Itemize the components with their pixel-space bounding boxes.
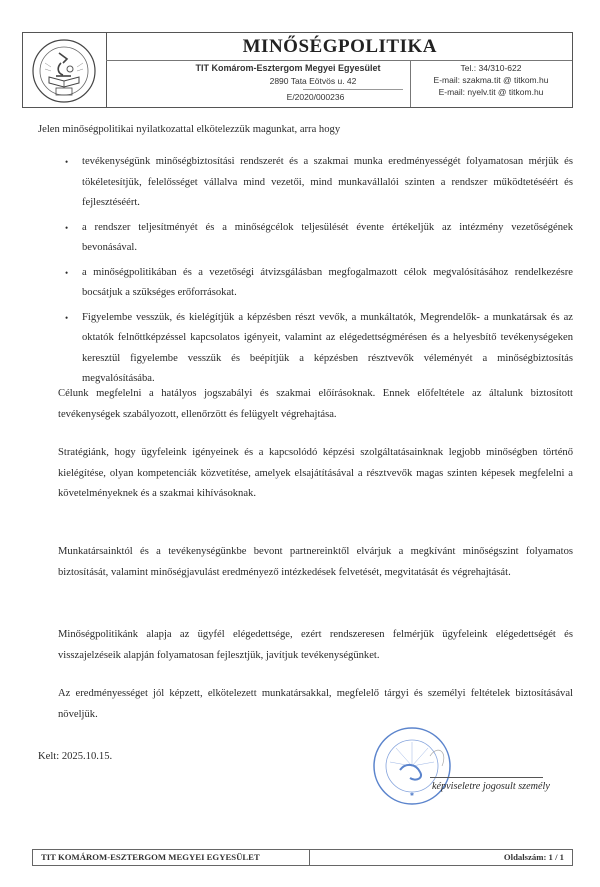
tit-seal-logo-icon bbox=[23, 33, 106, 107]
list-item bbox=[58, 152, 573, 214]
telephone: Tel.: 34/310-622 bbox=[460, 63, 522, 73]
document-footer bbox=[32, 849, 573, 866]
list-item-text: a minőségpolitikában és a vezetőségi átvizsgálásban megfogalmazott célok megvalósításához rendelkezésre bocsátjuk a szükséges erőforrásokat. bbox=[82, 266, 573, 298]
list-item-text: a rendszer teljesítményét és a minőségcélok teljesülését évente értékeljük az intézmény vezetőségének bevonásával. bbox=[82, 221, 573, 253]
list-item bbox=[58, 263, 573, 304]
organization-address: 2890 Tata Eötvös u. 42 bbox=[269, 76, 357, 86]
paragraph-goal: Célunk megfelelni a hatályos jogszabályi és szakmai előírásoknak. Ennek előfeltétele az általunk biztosított tevékenységek szabályozott, ellenőrzött és felügyelt végrehajtása. bbox=[58, 388, 573, 420]
list-item-text: tevékenységünk minőségbiztosítási rendszerét és a szakmai munka eredményességét folyamatosan mérjük és tökéletesítjük, felelősséget vállalva mind vezetői, mind munkavállalói szinten a rendszer működtetéséért és fejlesztéséért. bbox=[82, 156, 573, 208]
organization-info bbox=[106, 60, 411, 107]
commitment-list bbox=[58, 152, 573, 394]
bullet-icon: • bbox=[65, 267, 69, 278]
title-row bbox=[106, 33, 572, 61]
organization-name: TIT Komárom-Esztergom Megyei Egyesület bbox=[195, 63, 381, 73]
bullet-icon: • bbox=[65, 157, 69, 167]
list-item-text: Figyelembe vesszük, és kielégítjük a képzésben részt vevők, a munkáltatók, Megrendelők- a munkatársak és az oktatók felnőttképzéssel kapcsolatos igényeit, valamint az elégedettségmérésen és a helyesbítő tevékenységeken keresztül figyelembe vesszük és beépítjük a képzésben résztvevők véleményét a minőségbiztosítás megvalósításába. bbox=[82, 311, 573, 384]
svg-text:✱: ✱ bbox=[409, 792, 415, 798]
date-issued: Kelt: 2025.10.15. bbox=[38, 751, 113, 762]
bullet-icon: • bbox=[65, 222, 69, 233]
page-title: MINŐSÉGPOLITIKA bbox=[242, 36, 437, 57]
signature-line bbox=[430, 777, 543, 778]
signature-label: képviseletre jogosult személy bbox=[432, 781, 550, 792]
list-item bbox=[58, 308, 573, 390]
paragraph-strategy: Stratégiánk, hogy ügyfeleink igényeinek és a kapcsolódó képzési szolgáltatásainknak legjobb minőségben történő kielégítése, olyan kompetenciák közvetítése, amelyek elsajátításával a résztvevők magas szinten képesek megfelelni a követelményeknek és a szakmai kihívásoknak. bbox=[58, 447, 573, 499]
registration-number: E/2020/000236 bbox=[286, 92, 345, 102]
footer-organization: TIT KOMÁROM-ESZTERGOM MEGYEI EGYESÜLET bbox=[33, 850, 310, 865]
email-nyelv[interactable]: E-mail: nyelv.tit @ titkom.hu bbox=[438, 87, 544, 97]
divider bbox=[303, 89, 403, 90]
document-header bbox=[22, 32, 573, 108]
list-item bbox=[58, 218, 573, 259]
page-number: Oldalszám: 1 / 1 bbox=[503, 852, 564, 862]
logo-cell bbox=[23, 33, 107, 107]
paragraph-expectations: Munkatársainktól és a tevékenységünkbe bevont partnereinktől elvárjuk a megkívánt minőségszint folyamatos biztosítását, valamint minőségjavulást eredményező intézkedések felvetését, megvitatását és végrehajtását. bbox=[58, 546, 573, 578]
intro-text: Jelen minőségpolitikai nyilatkozattal elkötelezzük magunkat, arra hogy bbox=[38, 124, 341, 135]
paragraph-basis: Minőségpolitikánk alapja az ügyfél elégedettsége, ezért rendszeresen felmérjük ügyfeleink elégedettségét és visszajelzéseik alapján folyamatosan fejlesztjük, javítjuk tevékenységünket. bbox=[58, 629, 573, 661]
official-stamp-icon bbox=[372, 726, 452, 806]
contact-info bbox=[410, 60, 572, 109]
email-szakma[interactable]: E-mail: szakma.tit @ titkom.hu bbox=[433, 75, 549, 85]
paragraph-effectiveness: Az eredményességet jól képzett, elkötelezett munkatársakkal, megfelelő tárgyi és személyi feltételek biztosításával növeljük. bbox=[58, 688, 573, 720]
bullet-icon: • bbox=[65, 312, 69, 323]
